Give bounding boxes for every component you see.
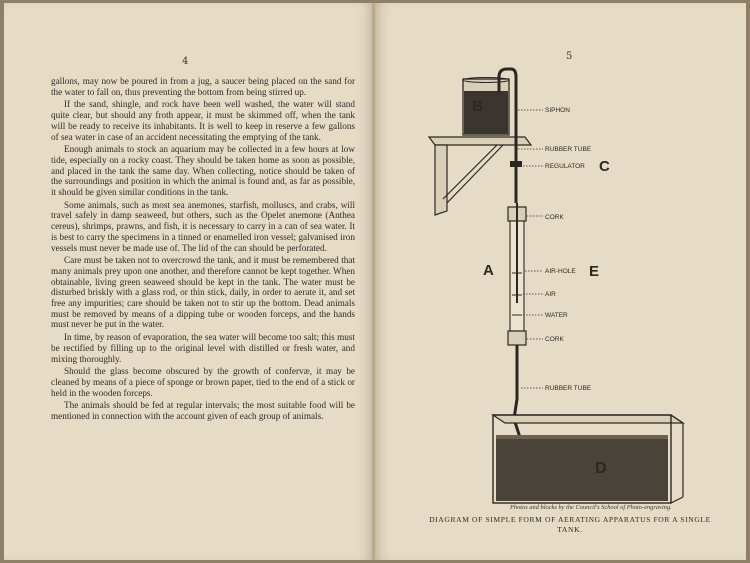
label-water: WATER: [545, 312, 568, 319]
body-text: [51, 76, 355, 424]
regulator-clip: [510, 161, 522, 167]
paragraph: gallons, may now be poured in from a jug, a saucer being placed on the sand for the water to fall on, thus preventing the bottom from being stirred up.: [51, 76, 355, 97]
label-air-hole: AIR-HOLE: [545, 268, 576, 275]
aerating-apparatus-diagram: [375, 3, 746, 560]
paragraph: Care must be taken not to overcrowd the tank, and it must be remembered that many animals prey upon one another, and therefore cannot be kept together. When obtainable, living green seaweed should be kept in the tank. The water must be disturbed briskly with a glass rod, or thin stick, daily, in order to aerate it, and set free any impurities; care should be taken not to stir up the bottom. Dead animals must be removed by means of a dipping tube or wooden forceps, and the hands must never be put in the water.: [51, 255, 355, 330]
label-siphon: SIPHON: [545, 107, 570, 114]
page-number-left: 4: [182, 56, 189, 67]
label-letter-a: A: [483, 262, 494, 279]
label-air: AIR: [545, 291, 556, 298]
paragraph: Enough animals to stock an aquarium may be collected in a few hours at low tide, especially on a rocky coast. They should be taken home as soon as possible, and placed in the tank the same day. When collecting, notice should be taken of the surroundings and position in which the animal is found and, as far as possible, it should be given similar conditions in the tank.: [51, 144, 355, 198]
lower-tank: [493, 415, 683, 503]
label-rubber-tube-top: RUBBER TUBE: [545, 146, 592, 153]
paragraph: The animals should be fed at regular intervals; the most suitable food will be mentioned in connection with the account given of each group of animals.: [51, 400, 355, 422]
label-regulator: REGULATOR: [545, 163, 585, 170]
label-cork-top: CORK: [545, 214, 564, 221]
figure-caption: DIAGRAM OF SIMPLE FORM OF AERATING APPARATUS FOR A SINGLE TANK.: [429, 515, 711, 534]
paragraph: Some animals, such as most sea anemones, starfish, molluscs, and crabs, will travel safely in damp seaweed, but others, such as the Opelet anemone (Anthea cereus), shrimps, prawns, and fish, it is necessary to carry in a can of sea water. It is best to carry the specimens in a tinned or enamelled iron vessel; galvanised iron vessels must never be made use of. The lid of the can should be perforated.: [51, 199, 355, 253]
label-letter-c: C: [599, 158, 610, 175]
left-page: [4, 3, 373, 560]
paragraph: In time, by reason of evaporation, the sea water will become too salt; this must be rectified by filling up to the original level with distilled or fresh water, and mixing thoroughly.: [51, 332, 355, 364]
right-page: [375, 3, 746, 560]
page-number-right: 5: [566, 51, 573, 62]
paragraph: If the sand, shingle, and rock have been well washed, the water will stand quite clear, but should any froth appear, it must be skimmed off, when the tank will be ready to receive its inhabitants. It is well to keep in reserve a few gallons of sea water in case of an accident necessitating the emptying of the tank.: [51, 99, 355, 142]
label-rubber-tube-bottom: RUBBER TUBE: [545, 385, 592, 392]
label-cork-bottom: CORK: [545, 336, 564, 343]
upper-jar: [463, 78, 509, 136]
photo-credit: Photos and blocks by the Council's School of Photo-engraving.: [510, 504, 672, 511]
label-letter-b: B: [472, 98, 483, 115]
glass-tube: [508, 203, 526, 345]
book-spread: [4, 3, 746, 560]
label-letter-d: D: [595, 460, 607, 477]
label-letter-e: E: [589, 263, 600, 280]
paragraph: Should the glass become obscured by the growth of confervæ, it may be cleaned by means of a piece of sponge or brown paper, tied to the end of a stick or held in the wooden forceps.: [51, 366, 355, 398]
